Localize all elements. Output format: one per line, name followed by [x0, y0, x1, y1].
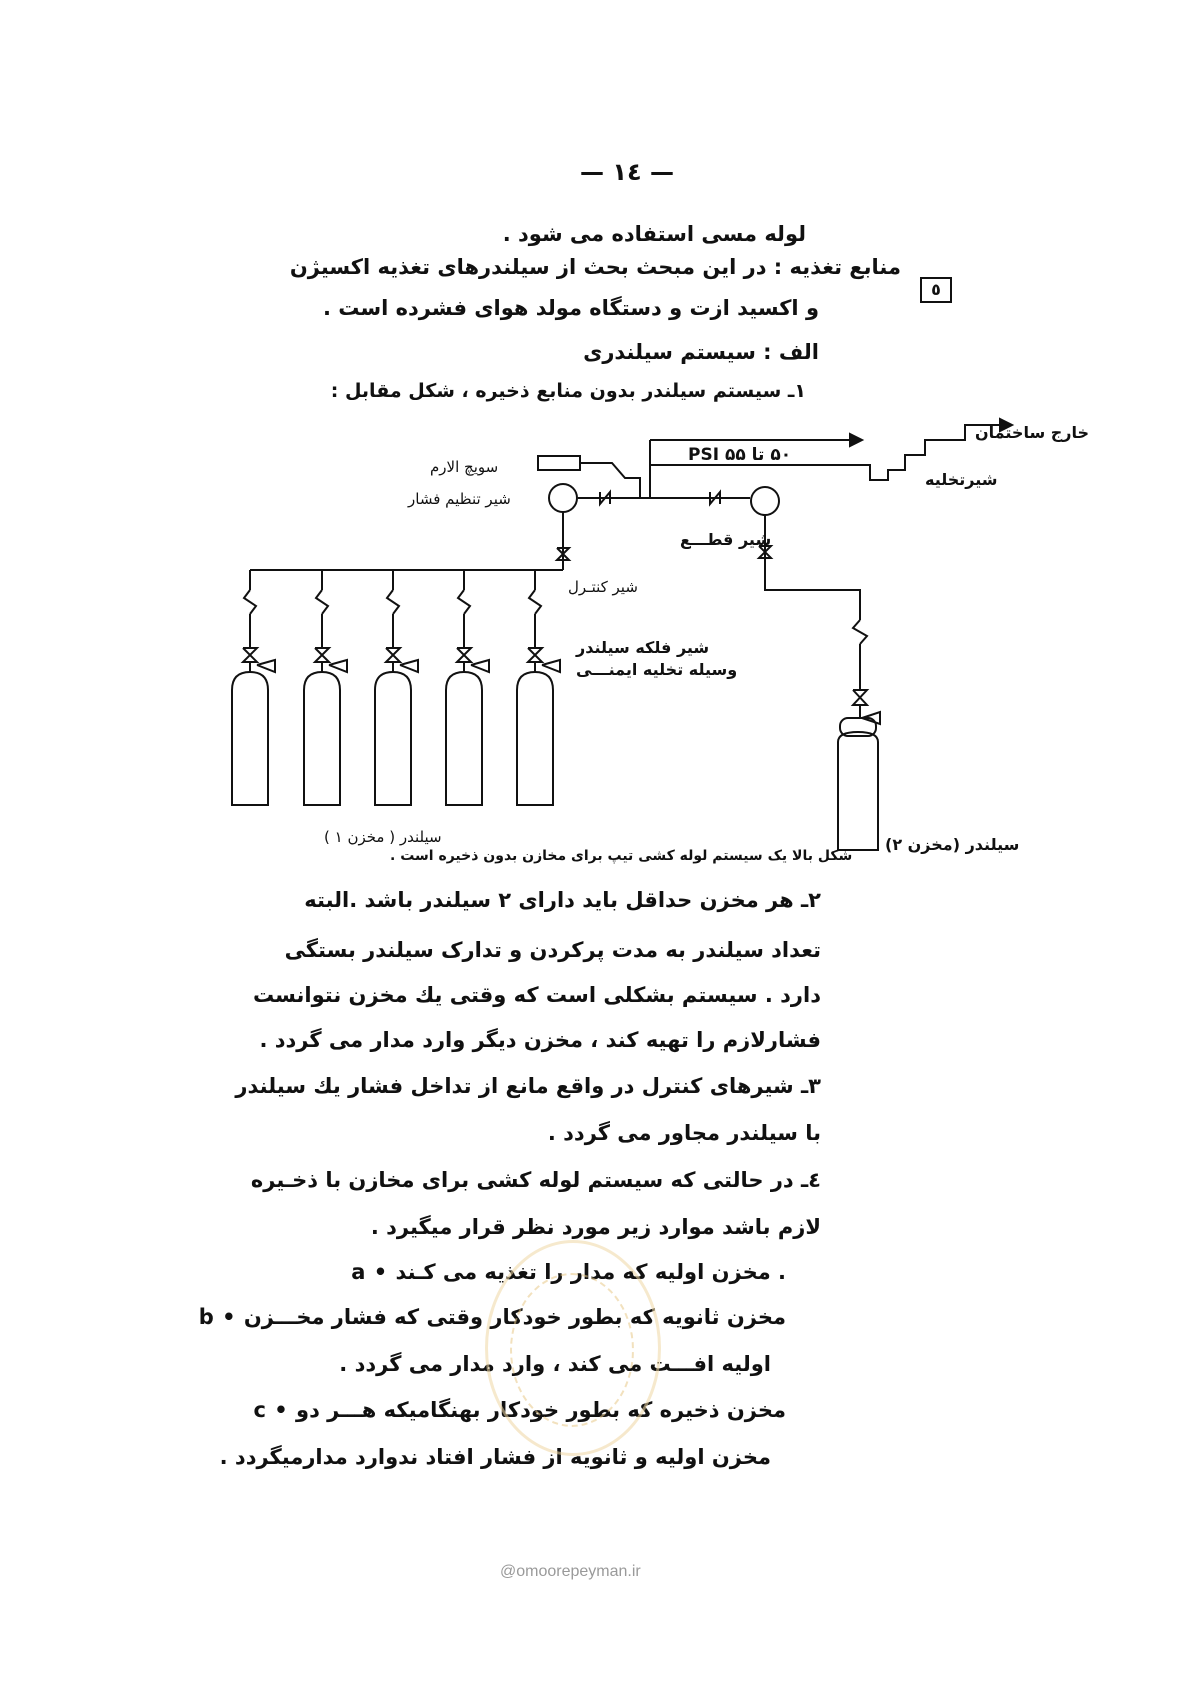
body-line-1: ۲ـ هر مخزن حداقل باید دارای ۲ سیلندر باشد .البته [304, 888, 821, 912]
label-outside-building: خارج ساختمان [975, 423, 1090, 442]
body-line-4: فشارلازم را تهیه کند ، مخزن دیگر وارد مدار می گردد . [259, 1028, 821, 1052]
body-line-11: اولیه افـــت می کند ، وارد مدار می گردد . [339, 1352, 771, 1376]
body-line-5: ۳ـ شیرهای کنترل در واقع مانع از تداخل فشار یك سیلندر [235, 1074, 821, 1098]
intro-line-4: الف : سیستم سیلندری [583, 340, 819, 364]
label-cylinder-bank-2: سیلندر (مخزن ۲) [885, 835, 1020, 854]
body-line-2: تعداد سیلندر به مدت پرکردن و تدارک سیلندر بستگی [284, 938, 821, 962]
label-cylinder-valve: شیر فلکه سیلندر [576, 638, 710, 657]
label-pressure: ۵۰ تا ۵۵ PSI [688, 445, 792, 465]
intro-line-3: و اکسید ازت و دستگاه مولد هوای فشرده است . [322, 296, 819, 320]
body-line-13: مخزن اولیه و ثانویه از فشار افتاد ندوارد مدارمیگردد . [219, 1445, 771, 1469]
label-check-valve: شیر کنتـرل [568, 578, 638, 596]
body-line-9: a • مخزن اولیه که مدار را تغذیه می کـند . [351, 1260, 786, 1284]
label-shutoff-valve: شیر قطـــع [680, 530, 772, 549]
body-line-12: c • مخزن ذخیره که بطور خودکار بهنگامیکه هـــر دو [253, 1398, 786, 1422]
publisher-seal-inner [510, 1273, 634, 1427]
intro-line-2: منابع تغذیه : در این مبحث بحث از سیلندرهای تغذیه اکسیژن [289, 255, 901, 279]
label-drain-valve: شیرتخلیه [925, 470, 998, 489]
body-line-6: با سیلندر مجاور می گردد . [547, 1121, 821, 1145]
section-number-box: ٥ [920, 277, 952, 303]
intro-line-5: ۱ـ سیستم سیلندر بدون منابع ذخیره ، شکل مقابل : [330, 380, 806, 402]
label-alarm-switch: سویچ الارم [430, 458, 499, 476]
label-relief-device: وسیله تخلیه ایمنـــی [576, 660, 738, 679]
publisher-seal [485, 1240, 661, 1456]
body-line-7: ٤ـ در حالتی که سیستم لوله کشی برای مخازن با ذخـیره [250, 1168, 821, 1192]
body-line-8: لازم باشد موارد زیر مورد نظر قرار میگیرد . [370, 1215, 821, 1239]
page-number: — ١٤ — [580, 158, 675, 186]
cylinder-bank-1 [232, 570, 560, 805]
body-line-3: دارد . سیستم بشکلی است که وقتی یك مخزن نتوانست [252, 983, 821, 1007]
label-regulator: شیر تنظیم فشار [408, 490, 511, 508]
body-line-10: b • مخزن ثانویه که بطور خودکار وقتی که فشار مخـــزن [198, 1305, 786, 1329]
watermark-text: @omoorepeyman.ir [500, 1563, 641, 1580]
label-cylinder-bank-1: سیلندر ( مخزن ۱ ) [324, 828, 442, 846]
figure-caption: شکل بالا یک سیستم لوله کشی تیپ برای مخازن بدون ذخیره است . [390, 848, 853, 864]
intro-line-1: لوله مسی استفاده می شود . [502, 222, 806, 246]
